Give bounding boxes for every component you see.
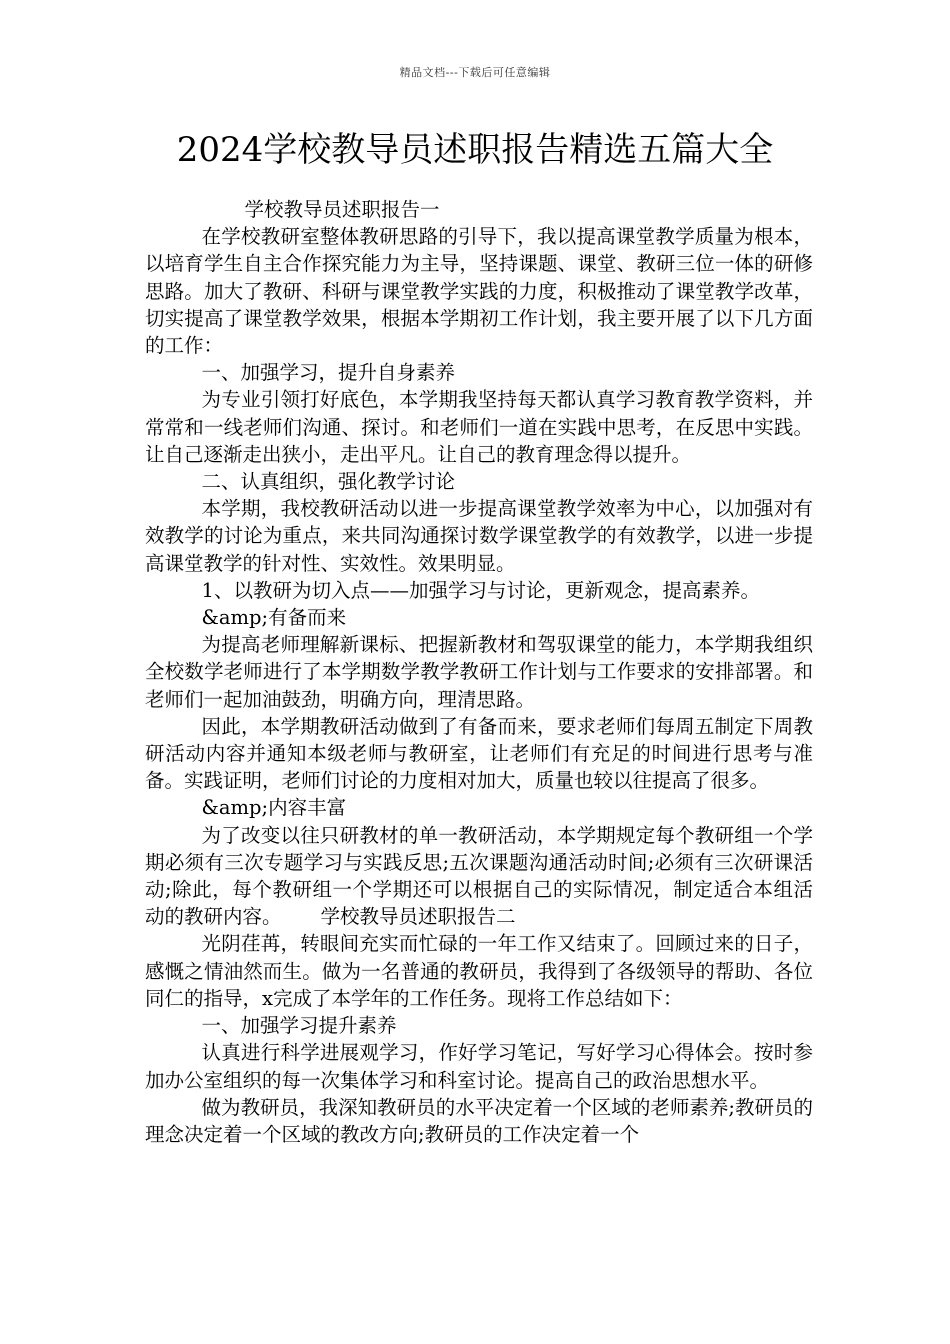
- header-note: 精品文档---下载后可任意编辑: [399, 66, 551, 79]
- body-paragraph: 因此，本学期教研活动做到了有备而来，要求老师们每周五制定下周教研活动内容并通知本级老师与教研室，让老师们有充足的时间进行思考与准备。实践证明，老师们讨论的力度相对加大，质量也较以往提高了很多。: [145, 714, 813, 793]
- section-title-report-one: 学校教导员述职报告一: [244, 198, 440, 221]
- section-title-report-two: 学校教导员述职报告二: [320, 905, 516, 929]
- body-paragraph: 认真进行科学进展观学习，作好学习笔记，写好学习心得体会。按时参加办公室组织的每一次集体学习和科室讨论。提高自己的政治思想水平。: [145, 1041, 813, 1092]
- body-paragraph: 为专业引领打好底色，本学期我坚持每天都认真学习教育教学资料，并常常和一线老师们沟通、探讨。和老师们一道在实践中思考，在反思中实践。让自己逐渐走出狭小，走出平凡。让自己的教育理念得以提升。: [145, 388, 813, 466]
- document-body: [145, 196, 813, 1148]
- section-heading: 一、加强学习，提升自身素养: [201, 361, 456, 385]
- body-paragraph: [145, 822, 813, 931]
- body-paragraph: 1、以教研为切入点——加强学习与讨论，更新观念，提高素养。: [201, 578, 760, 602]
- body-paragraph: 在学校教研室整体教研思路的引导下，我以提高课堂教学质量为根本，以培育学生自主合作探究能力为主导，坚持课题、课堂、教研三位一体的研修思路。加大了教研、科研与课堂教学实践的力度，积极推动了课堂教学改革，切实提高了课堂教学效果，根据本学期初工作计划，我主要开展了以下几方面的工作：: [145, 225, 813, 358]
- body-paragraph: 本学期，我校教研活动以进一步提高课堂教学效率为中心，以加强对有效教学的讨论为重点，来共同沟通探讨数学课堂教学的有效教学，以进一步提高课堂教学的针对性、实效性。效果明显。: [145, 497, 813, 575]
- section-heading: 一、加强学习提升素养: [201, 1014, 397, 1038]
- body-paragraph: 光阴荏苒，转眼间充实而忙碌的一年工作又结束了。回顾过来的日子，感慨之情油然而生。做为一名普通的教研员，我得到了各级领导的帮助、各位同仁的指导，x完成了本学年的工作任务。现将工作总结如下：: [145, 932, 813, 1010]
- document-title: 2024学校教导员述职报告精选五篇大全: [176, 130, 774, 170]
- body-paragraph: 为提高老师理解新课标、把握新教材和驾驭课堂的能力，本学期我组织全校数学老师进行了本学期数学教学教研工作计划与工作要求的安排部署。和老师们一起加油鼓劲，明确方向，理清思路。: [145, 633, 813, 711]
- body-paragraph: 做为教研员，我深知教研员的水平决定着一个区域的老师素养;教研员的理念决定着一个区域的教改方向;教研员的工作决定着一个: [145, 1095, 813, 1146]
- body-paragraph-text: 为了改变以往只研教材的单一教研活动，本学期规定每个教研组一个学期必须有三次专题学习与实践反思;五次课题沟通活动时间;必须有三次研课活动;除此，每个教研组一个学期还可以根据自己的实际情况，制定适合本组活动的教研内容。: [145, 823, 813, 929]
- section-heading: 二、认真组织，强化教学讨论: [201, 470, 456, 494]
- sub-heading: &amp;内容丰富: [201, 796, 347, 820]
- sub-heading: &amp;有备而来: [201, 606, 347, 630]
